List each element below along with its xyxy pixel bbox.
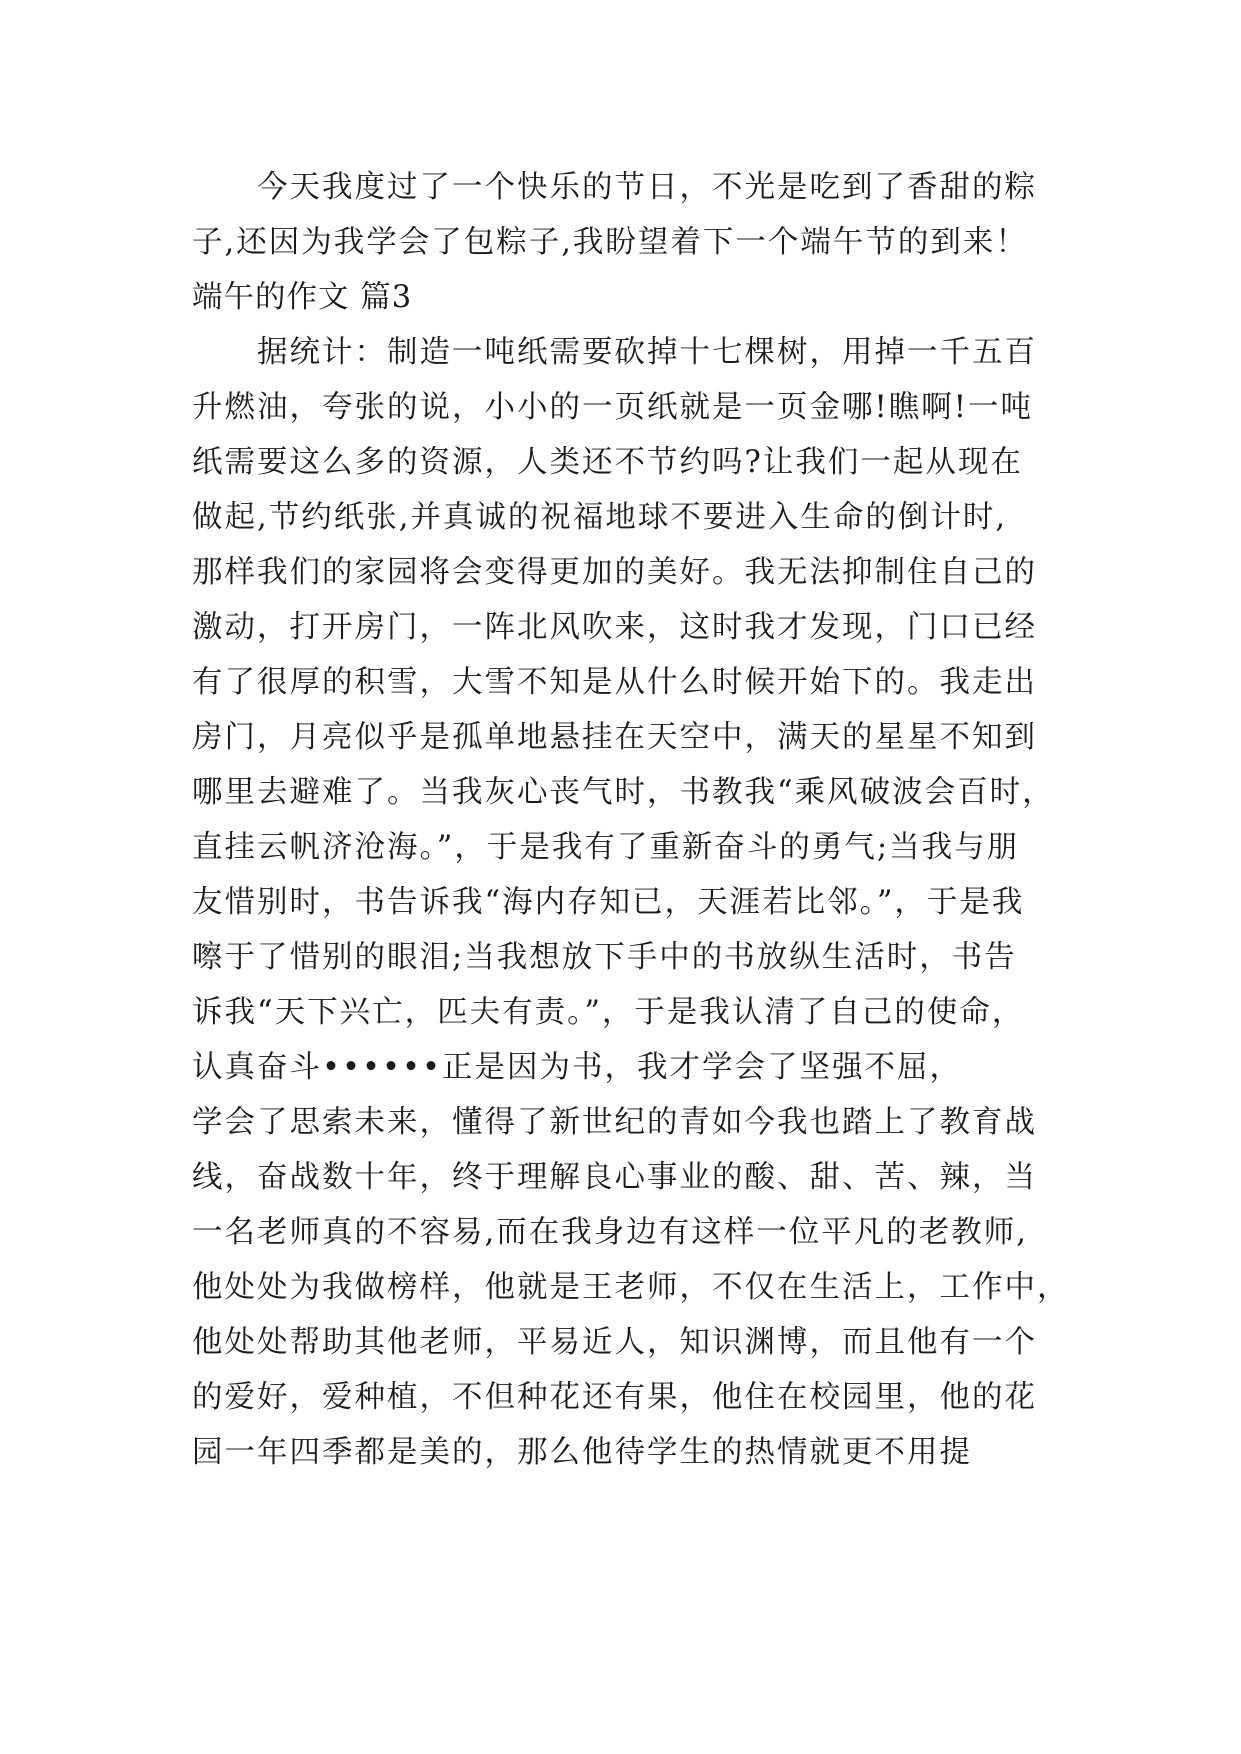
paragraph-line: 升燃油，夸张的说，小小的一页纸就是一页金哪!瞧啊!一吨 xyxy=(192,390,1034,425)
paragraph-line: 他处处帮助其他老师，平易近人，知识渊博，而且他有一个 xyxy=(192,1325,1037,1360)
paragraph-line: 房门，月亮似乎是孤单地悬挂在天空中，满天的星星不知到 xyxy=(192,720,1037,755)
paragraph-line: 嚓于了惜别的眼泪;当我想放下手中的书放纵生活时，书告 xyxy=(192,940,1017,975)
paragraph-line: 激动，打开房门，一阵北风吹来，这时我才发现，门口已经 xyxy=(192,610,1037,645)
paragraph-line: 诉我“天下兴亡，匹夫有责。”，于是我认清了自己的使命， xyxy=(192,995,1025,1030)
paragraph-line: 直挂云帆济沧海。”，于是我有了重新奋斗的勇气;当我与朋 xyxy=(192,830,1020,865)
paragraph-line: 做起,节约纸张,并真诚的祝福地球不要进入生命的倒计时, xyxy=(192,500,1008,535)
paragraph-line: 那样我们的家园将会变得更加的美好。我无法抑制住自己的 xyxy=(192,555,1037,590)
paragraph-line: 纸需要这么多的资源，人类还不节约吗?让我们一起从现在 xyxy=(192,445,1023,480)
section-heading: 端午的作文 篇3 xyxy=(192,280,413,315)
paragraph-line: 子,还因为我学会了包粽子,我盼望着下一个端午节的到来！ xyxy=(192,225,1028,260)
paragraph-line: 据统计：制造一吨纸需要砍掉十七棵树，用掉一千五百 xyxy=(192,335,1037,370)
paragraph-line: 一名老师真的不容易,而在我身边有这样一位平凡的老教师, xyxy=(192,1215,1028,1250)
paragraph-line: 今天我度过了一个快乐的节日，不光是吃到了香甜的粽 xyxy=(192,170,1037,205)
paragraph-line: 学会了思索未来，懂得了新世纪的青如今我也踏上了教育战 xyxy=(192,1105,1037,1140)
paragraph-line: 园一年四季都是美的，那么他待学生的热情就更不用提 xyxy=(192,1435,972,1470)
paragraph-line: 他处处为我做榜样，他就是王老师，不仅在生活上，工作中， xyxy=(192,1270,1070,1305)
paragraph-line: 哪里去避难了。当我灰心丧气时，书教我“乘风破波会百时， xyxy=(192,775,1055,810)
paragraph-line: 有了很厚的积雪，大雪不知是从什么时候开始下的。我走出 xyxy=(192,665,1037,700)
paragraph-line: 友惜别时，书告诉我“海内存知已，天涯若比邻。”，于是我 xyxy=(192,885,1025,920)
paragraph-line: 的爱好，爱种植，不但种花还有果，他住在校园里，他的花 xyxy=(192,1380,1037,1415)
paragraph-line: 认真奋斗••••••正是因为书，我才学会了坚强不屈， xyxy=(192,1050,962,1085)
essay-text-block xyxy=(192,160,1072,1480)
paragraph-line: 线，奋战数十年，终于理解良心事业的酸、甜、苦、辣，当 xyxy=(192,1160,1037,1195)
